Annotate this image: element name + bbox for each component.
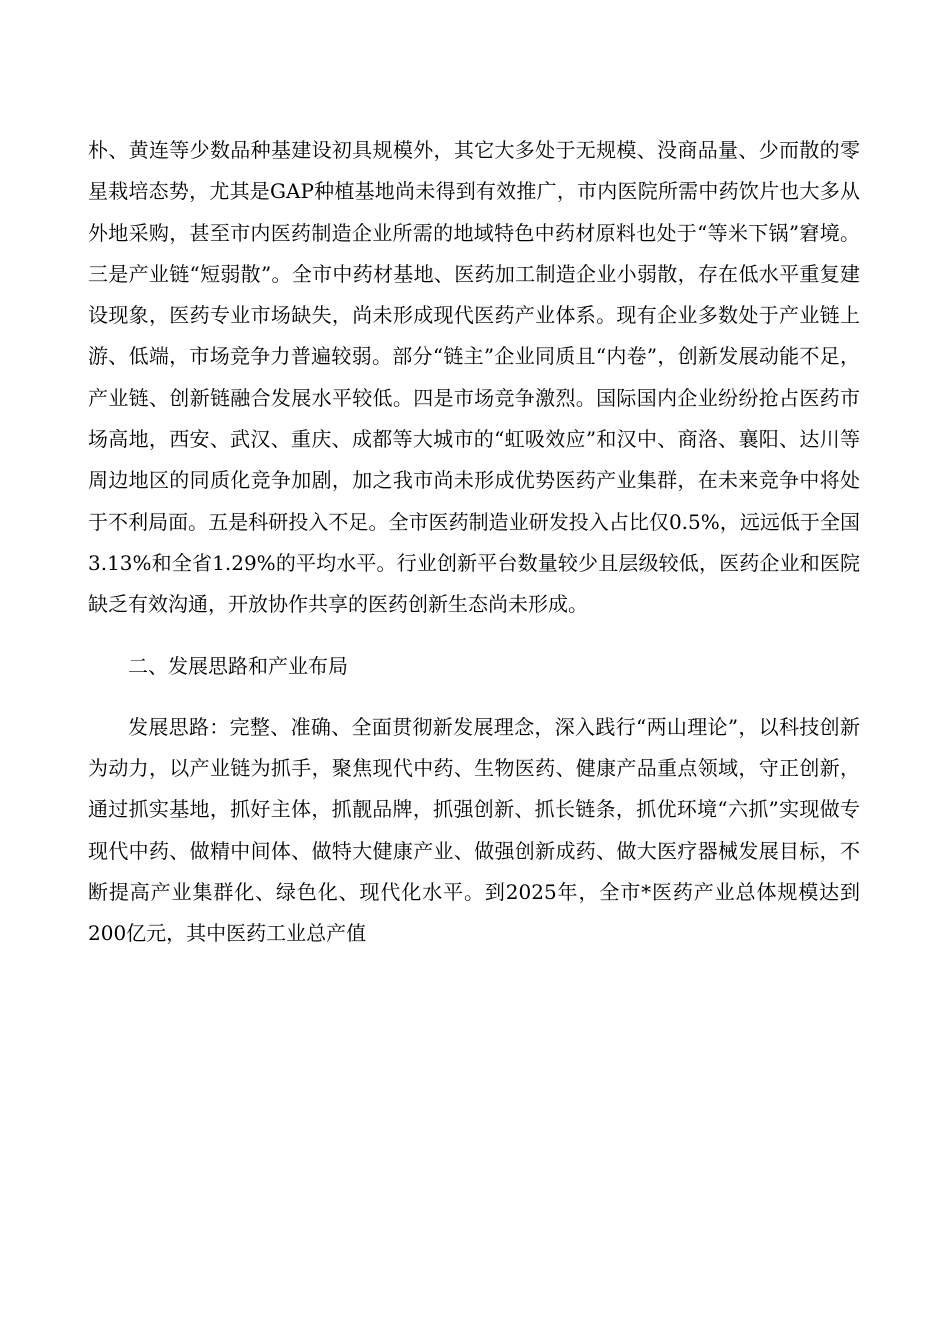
document-body (88, 130, 860, 955)
paragraph-spacer (88, 626, 860, 646)
paragraph-spacer (88, 687, 860, 707)
paragraph-continuation: 朴、黄连等少数品种基建设初具规模外，其它大多处于无规模、没商品量、少而散的零星栽培态势，尤其是GAP种植基地尚未得到有效推广，市内医院所需中药饮片也大多从外地采购，甚至市内医药制造企业所需的地域特色中药材原料也处于“等米下锅”窘境。三是产业链“短弱散”。全市中药材基地、医药加工制造企业小弱散，存在低水平重复建设现象，医药专业市场缺失，尚未形成现代医药产业体系。现有企业多数处于产业链上游、低端，市场竞争力普遍较弱。部分“链主”企业同质且“内卷”，创新发展动能不足，产业链、创新链融合发展水平较低。四是市场竞争激烈。国际国内企业纷纷抢占医药市场高地，西安、武汉、重庆、成都等大城市的“虹吸效应”和汉中、商洛、襄阳、达川等周边地区的同质化竞争加剧，加之我市尚未形成优势医药产业集群，在未来竞争中将处于不利局面。五是科研投入不足。全市医药制造业研发投入占比仅0.5%，远远低于全国3.13%和全省1.29%的平均水平。行业创新平台数量较少且层级较低，医药企业和医院缺乏有效沟通，开放协作共享的医药创新生态尚未形成。 (88, 138, 860, 617)
section-heading: 二、发展思路和产业布局 (128, 653, 348, 678)
paragraph-development-ideas: 发展思路：完整、准确、全面贯彻新发展理念，深入践行“两山理论”，以科技创新为动力，以产业链为抓手，聚焦现代中药、生物医药、健康产品重点领域，守正创新，通过抓实基地，抓好主体，抓靓品牌，抓强创新、抓长链条，抓优环境“六抓”实现做专现代中药、做精中间体、做特大健康产业、做强创新成药、做大医疗器械发展目标，不断提高产业集群化、绿色化、现代化水平。到2025年，全市*医药产业总体规模达到200亿元，其中医药工业总产值 (88, 714, 860, 946)
